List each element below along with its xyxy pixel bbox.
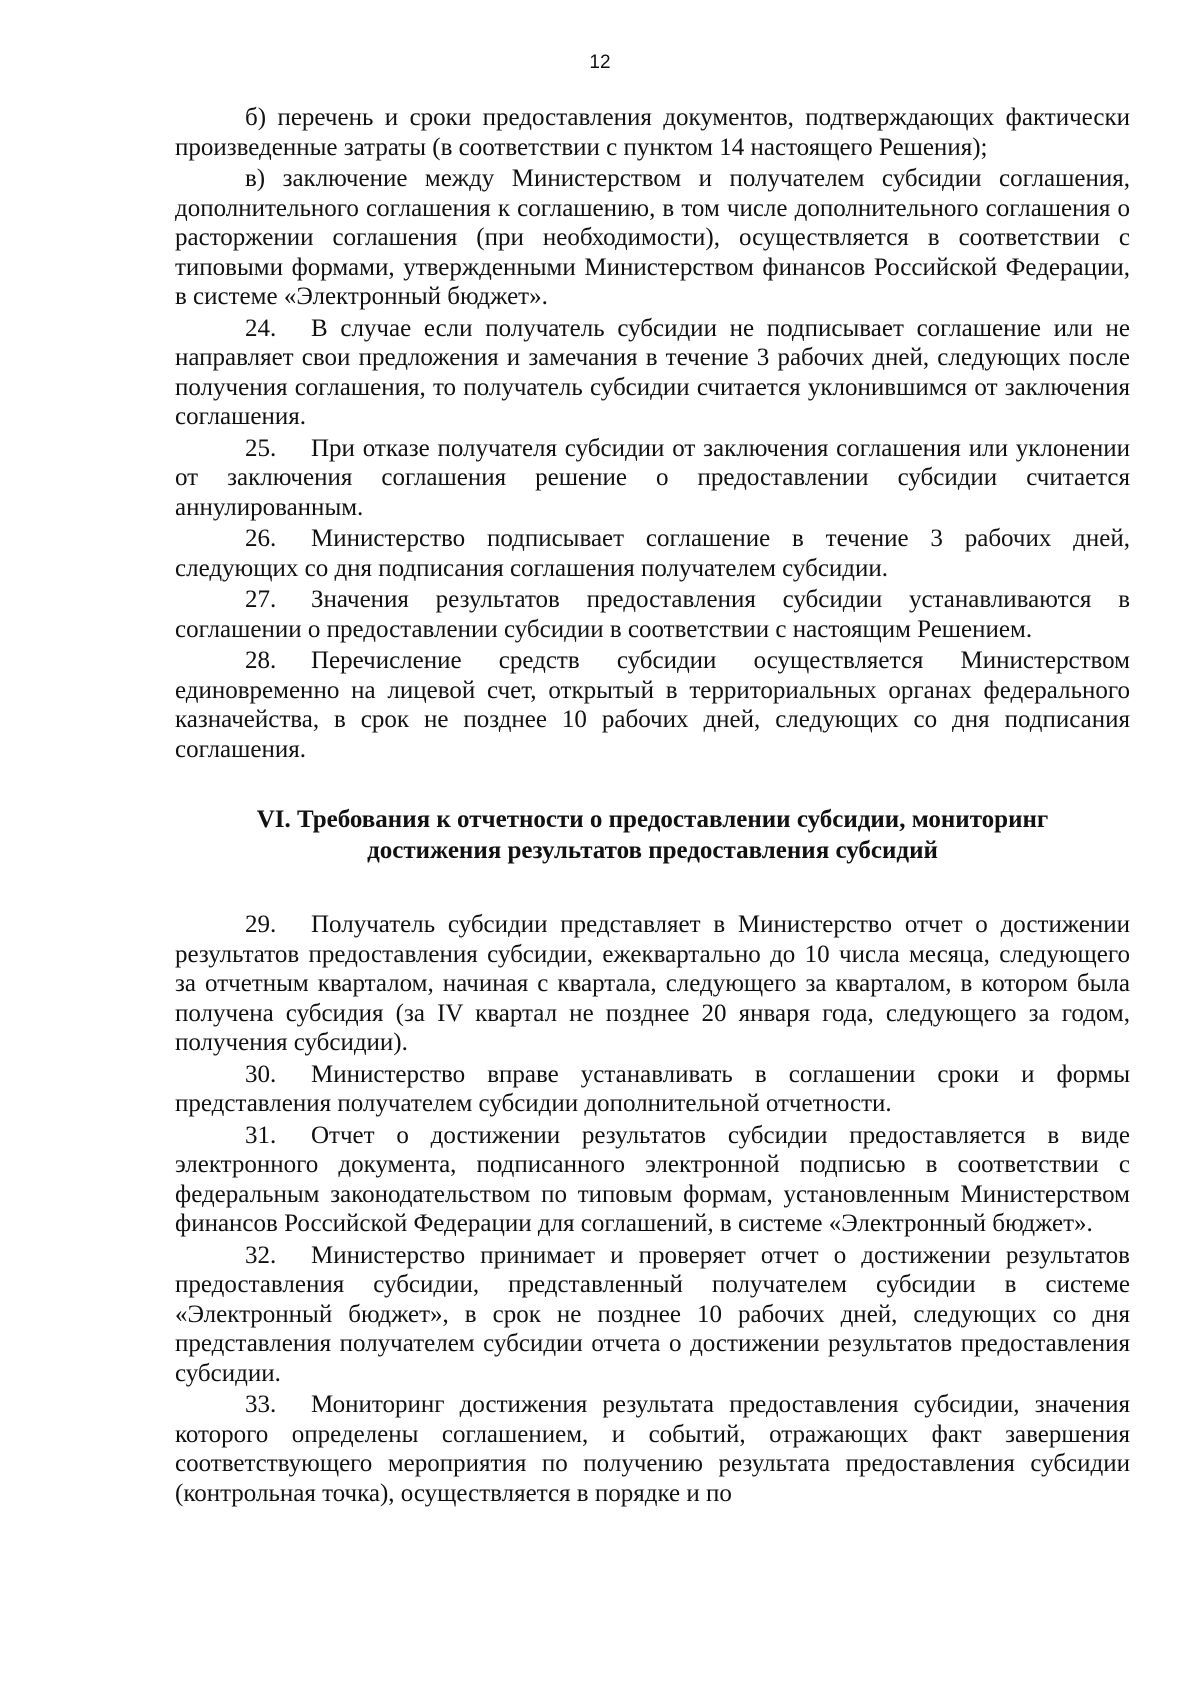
paragraph-number: 25. [245,434,277,462]
paragraph-number: 29. [245,911,277,938]
paragraph-30 [175,1060,1130,1119]
paragraph-v [175,164,1130,312]
paragraph-text: Перечисление средств субсидии осуществляется Министерством единовременно на лицевой счет, открытый в территориальных органах федерального казначейства, в срок не позднее 10 рабочих дней, следующих со дня подписания соглашения. [175,647,1130,763]
paragraph-text: в) заключение между Министерством и получателем субсидии соглашения, дополнительного соглашения к соглашению, в том числе дополнительного соглашения о расторжении соглашения (при необходимости), осуществляется в соответствии с типовыми формами, утвержденными Министерством финансов Российской Федерации, в системе «Электронный бюджет». [175,165,1130,310]
paragraph-32 [175,1241,1130,1389]
paragraph-text: б) перечень и сроки предоставления документов, подтверждающих фактически произведенные затраты (в соответствии с пунктом 14 настоящего Решения); [175,104,1130,161]
paragraph-27 [175,585,1130,644]
paragraph-text: Министерство подписывает соглашение в течение 3 рабочих дней, следующих со дня подписания соглашения получателем субсидии. [175,525,1130,582]
paragraph-number: 26. [245,525,277,552]
paragraph-b [175,103,1130,162]
paragraph-text: Получатель субсидии представляет в Министерство отчет о достижении результатов предоставления субсидии, ежеквартально до 10 числа месяца, следующего за отчетным кварталом, начиная с квартала, следующего за кварталом, в котором была получена субсидия (за IV квартал не позднее 20 января года, следующего за годом, получения субсидии). [175,911,1130,1056]
paragraph-text: Министерство вправе устанавливать в соглашении сроки и формы представления получателем субсидии дополнительной отчетности. [175,1060,1130,1117]
paragraph-text: Значения результатов предоставления субсидии устанавливаются в соглашении о предоставлении субсидии в соответствии с настоящим Решением. [175,586,1130,643]
paragraph-number: 27. [245,586,277,613]
paragraph-text: Отчет о достижении результатов субсидии предоставляется в виде электронного документа, подписанного электронной подписью в соответствии с федеральным законодательством по типовым формам, установленным Министерством финансов Российской Федерации для соглашений, в системе «Электронный бюджет». [175,1121,1130,1237]
paragraph-33 [175,1390,1130,1508]
paragraphs-before [175,103,1130,764]
paragraph-text: При отказе получателя субсидии от заключения соглашения или уклонении от заключения соглашения решение о предоставлении субсидии считается аннулированным. [175,434,1130,521]
paragraph-31 [175,1121,1130,1239]
paragraph-28 [175,646,1130,764]
page-number: 12 [589,52,611,73]
paragraph-number: 33. [245,1391,277,1418]
paragraph-text: Министерство принимает и проверяет отчет о достижении результатов предоставления субсидии, представленный получателем субсидии в системе «Электронный бюджет», в срок не позднее 10 рабочих дней, следующих со дня представления получателем субсидии отчета о достижении результатов предоставления субсидии. [175,1241,1130,1387]
paragraph-24 [175,314,1130,432]
section-heading-line1: VI. Требования к отчетности о предоставлении субсидии, мониторинг [256,806,1049,833]
paragraph-number: 32. [245,1241,277,1269]
paragraph-29 [175,910,1130,1058]
document-body [175,103,1130,1510]
section-heading [175,804,1130,866]
paragraph-number: 28. [245,647,277,674]
paragraph-number: 24. [245,314,277,342]
paragraph-number: 30. [245,1060,277,1088]
paragraph-number: 31. [245,1121,277,1149]
section-heading-line2: достижения результатов предоставления субсидий [367,837,938,864]
paragraph-text: В случае если получатель субсидии не подписывает соглашение или не направляет свои предложения и замечания в течение 3 рабочих дней, следующих после получения соглашения, то получатель субсидии считается уклонившимся от заключения соглашения. [175,314,1130,430]
paragraph-26 [175,524,1130,583]
paragraph-text: Мониторинг достижения результата предоставления субсидии, значения которого определены соглашением, и событий, отражающих факт завершения соответствующего мероприятия по получению результата предоставления субсидии (контрольная точка), осуществляется в порядке и по [175,1391,1130,1507]
paragraphs-after [175,910,1130,1508]
paragraph-25 [175,434,1130,523]
